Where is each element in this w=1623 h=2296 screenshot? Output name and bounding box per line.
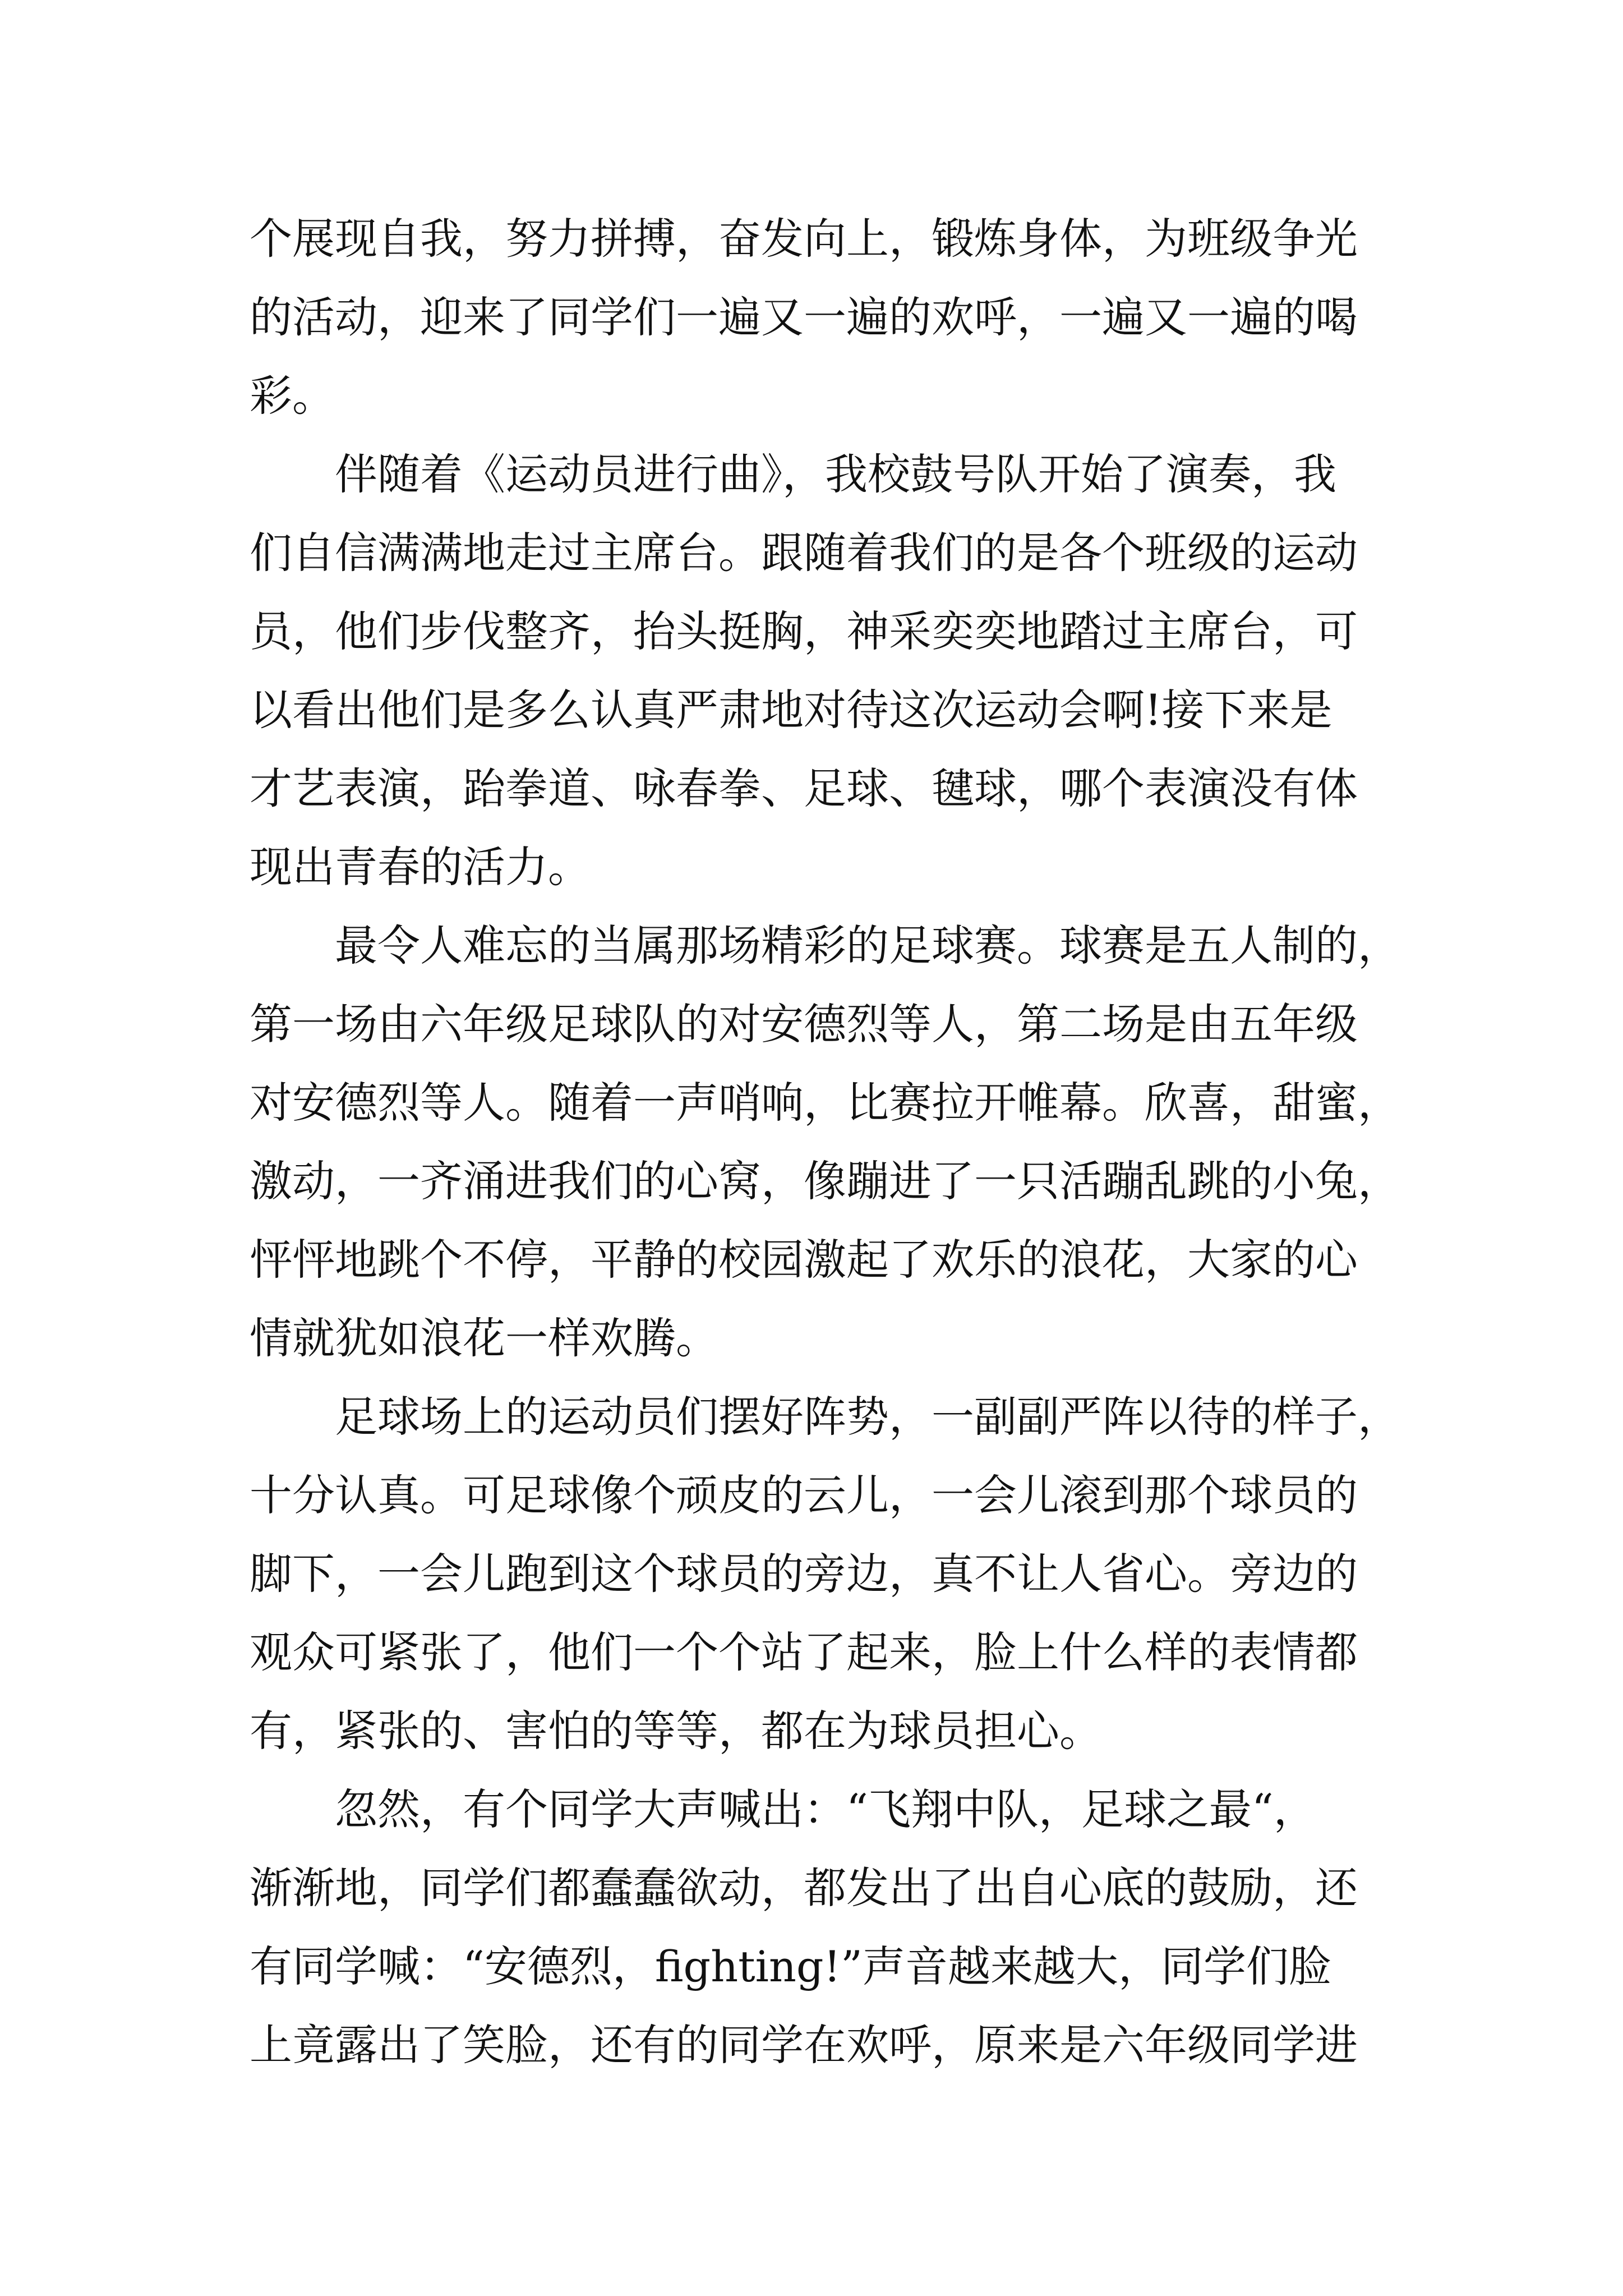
- text-line-20: 有，紧张的、害怕的等等，都在为球员担心。: [250, 1706, 1102, 1756]
- text-line-7: 以看出他们是多么认真严肃地对待这次运动会啊!接下来是: [250, 685, 1332, 735]
- text-line-16: 足球场上的运动员们摆好阵势，一副副严阵以待的样子，: [250, 1392, 1400, 1442]
- text-line-19: 观众可紧张了，他们一个个站了起来，脸上什么样的表情都: [250, 1627, 1358, 1677]
- text-line-9: 现出青春的活力。: [250, 842, 591, 892]
- text-line-4: 伴随着《运动员进行曲》，我校鼓号队开始了演奏，我: [250, 449, 1336, 499]
- text-line-22: 渐渐地，同学们都蠢蠢欲动，都发出了出自心底的鼓励，还: [250, 1863, 1358, 1913]
- text-line-13: 激动，一齐涌进我们的心窝，像蹦进了一只活蹦乱跳的小兔，: [250, 1156, 1400, 1206]
- text-line-12: 对安德烈等人。随着一声哨响，比赛拉开帷幕。欣喜，甜蜜，: [250, 1078, 1400, 1128]
- text-line-14: 怦怦地跳个不停，平静的校园激起了欢乐的浪花，大家的心: [250, 1235, 1358, 1285]
- text-line-5: 们自信满满地走过主席台。跟随着我们的是各个班级的运动: [250, 528, 1358, 578]
- text-line-17: 十分认真。可足球像个顽皮的云儿，一会儿滚到那个球员的: [250, 1470, 1358, 1520]
- text-line-15: 情就犹如浪花一样欢腾。: [250, 1313, 718, 1363]
- text-line-18: 脚下，一会儿跑到这个球员的旁边，真不让人省心。旁边的: [250, 1549, 1358, 1599]
- text-line-1: 个展现自我，努力拼搏，奋发向上，锻炼身体，为班级争光: [250, 214, 1358, 264]
- text-line-3: 彩。: [250, 371, 335, 421]
- text-line-6: 员，他们步伐整齐，抬头挺胸，神采奕奕地踏过主席台，可: [250, 606, 1358, 656]
- text-line-8: 才艺表演，跆拳道、咏春拳、足球、毽球，哪个表演没有体: [250, 763, 1358, 813]
- text-line-2: 的活动，迎来了同学们一遍又一遍的欢呼，一遍又一遍的喝: [250, 292, 1358, 342]
- text-line-21: 忽然，有个同学大声喊出：“飞翔中队，足球之最“，: [250, 1784, 1316, 1834]
- text-line-10: 最令人难忘的当属那场精彩的足球赛。球赛是五人制的，: [250, 921, 1400, 970]
- text-line-24: 上竟露出了笑脸，还有的同学在欢呼，原来是六年级同学进: [250, 2020, 1358, 2070]
- text-line-23: 有同学喊：“安德烈，fighting!”声音越来越大，同学们脸: [250, 1941, 1331, 1991]
- text-line-11: 第一场由六年级足球队的对安德烈等人，第二场是由五年级: [250, 999, 1358, 1049]
